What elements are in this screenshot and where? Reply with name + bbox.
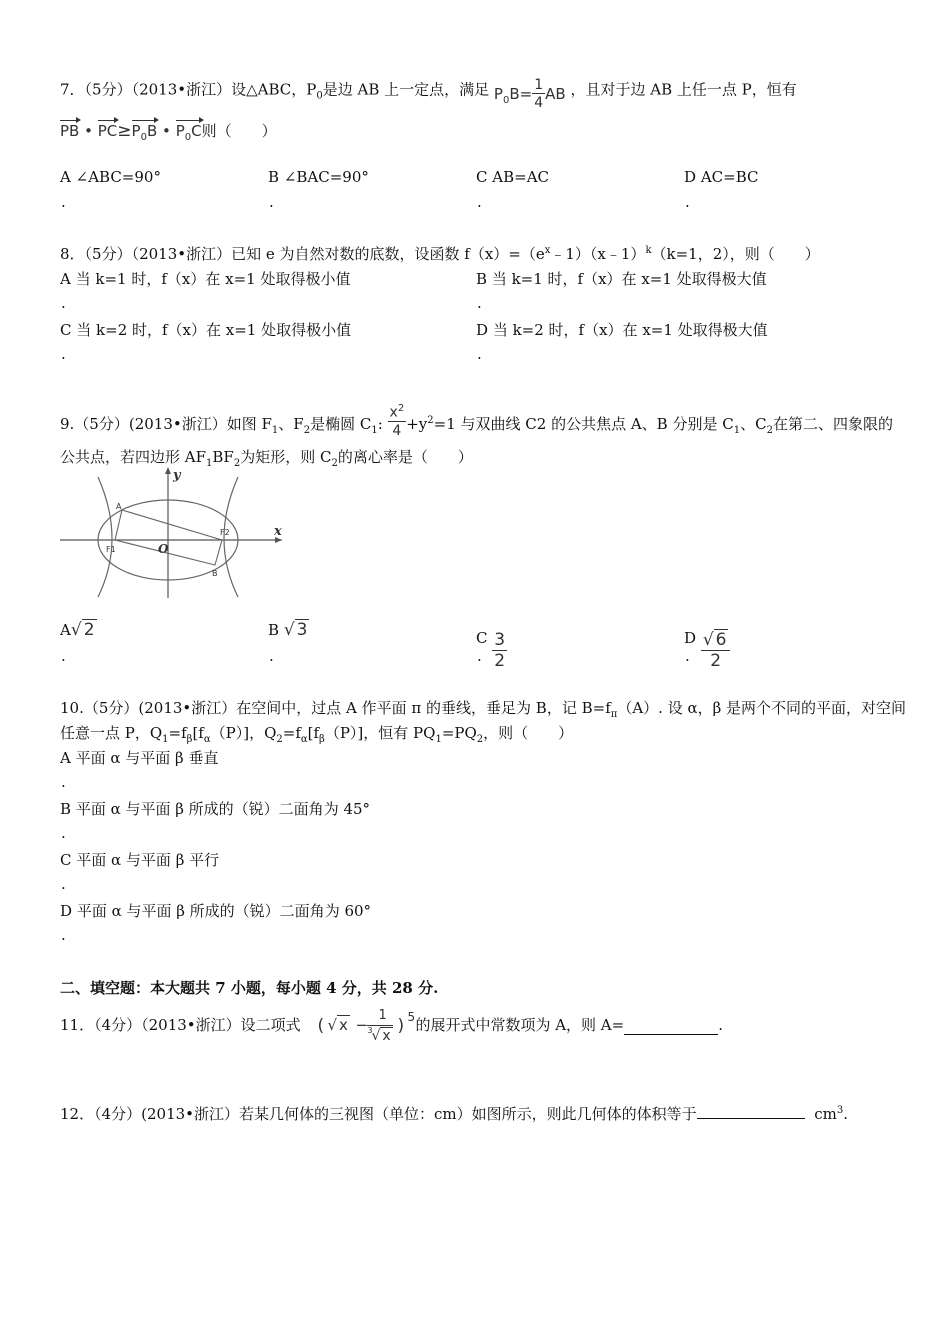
option-dot: . [269,647,274,665]
q8-option-a[interactable]: A 当 k=1 时，f（x）在 x=1 处取得极小值 [60,270,351,288]
q12-stem: 12．（4分）(2013•浙江）若某几何体的三视图（单位：cm）如图所示，则此几何体的体积等于 $cm^3$. [60,1105,848,1123]
q10-option-c[interactable]: C 平面 α 与平面 β 平行 [60,851,220,869]
q8-option-c[interactable]: C 当 k=2 时，f（x）在 x=1 处取得极小值 [60,321,352,339]
label-y: y [173,468,181,483]
hyperbola-right-branch [224,477,238,597]
section-heading: 二、填空题：本大题共 7 小题，每小题 4 分，共 28 分. [60,979,439,997]
q11-binomial: ( √ x − 1 3 √ x ) 5 [317,1008,416,1044]
q10-option-a[interactable]: A 平面 α 与平面 β 垂直 [60,749,219,767]
q7-option-a[interactable]: A ∠ABC=90° [60,168,161,186]
q7-option-b[interactable]: B ∠BAC=90° [268,168,369,186]
option-dot: . [61,824,66,842]
q7-option-c[interactable]: C AB=AC [476,168,549,186]
q9-option-d[interactable]: D $\frac{√ 6}{2}$ [684,620,730,658]
label-x: x [274,524,282,539]
option-dot: . [61,875,66,893]
label-o: O [158,542,169,556]
q11-answer-blank[interactable] [624,1016,718,1035]
q8-option-b[interactable]: B 当 k=1 时，f（x）在 x=1 处取得极大值 [476,270,767,288]
y-axis-arrow [165,467,171,474]
option-dot: . [477,345,482,363]
q7-vector-inequality: PB • $PC\ge P_0B$ • $P_0C$则（ ） [60,118,277,143]
option-dot: . [477,193,482,211]
option-dot: . [61,345,66,363]
label-f2: F2 [220,528,230,537]
q10-option-b[interactable]: B 平面 α 与平面 β 所成的（锐）二面角为 45° [60,800,371,818]
q9-option-c[interactable]: C $\frac{3}{2}$ [476,629,506,671]
q10-stem-line2: 任意一点 P，$Q_1=f_\beta[f_\alpha(P)]$，$Q_2=f_\alpha[f_\beta(P)]$，恒有 $PQ_1=PQ_2$，则（ ） [60,724,574,745]
option-dot: . [61,647,66,665]
label-a: A [116,502,122,511]
q9-ellipse-hyperbola-figure [60,465,290,600]
option-dot: . [61,294,66,312]
q12-answer-blank[interactable] [697,1118,805,1119]
q10-option-d[interactable]: D 平面 α 与平面 β 所成的（锐）二面角为 60° [60,902,372,920]
hyperbola-left-branch [98,477,112,597]
q9-option-a[interactable]: A√ 2 [60,620,95,640]
q7-stem: 7．（5分）（2013•浙江）设△ABC，$P_0$是边 AB 上一定点，满足 $P_0B=$ $\frac{1}{4}$ AB ，且对于边 AB 上任一点 P，恒有 [60,77,797,111]
option-dot: . [61,926,66,944]
label-b: B [212,569,218,578]
q8-stem: 8．（5分）（2013•浙江）已知 e 为自然对数的底数，设函数 $f(x)=(e^x﹣1)(x﹣1)^k(k=1$，2），则（ ） [60,245,820,263]
label-f1: F1 [106,545,116,554]
q7-option-d[interactable]: D AC=BC [684,168,759,186]
option-dot: . [477,294,482,312]
q9-stem-line2: 公共点，若四边形 $AF_1BF_2$为矩形，则 $C_2$的离心率是（ ） [60,448,473,469]
q8-option-d[interactable]: D 当 k=2 时，f（x）在 x=1 处取得极大值 [476,321,768,339]
q9-option-b[interactable]: B √ 3 [268,620,308,640]
option-dot: . [685,193,690,211]
q11-stem: 11．（4分）（2013•浙江）设二项式 ( √ x − 1 3 √ x ) 5 的展开式中常数项为 A，则 A= . [60,1008,723,1044]
option-dot: . [61,193,66,211]
option-dot: . [685,647,690,665]
option-dot: . [269,193,274,211]
option-dot: . [61,773,66,791]
q9-stem-line1: 9.（5分）(2013•浙江）如图 $F_1$、$F_2$是椭圆 $C_1$: $\frac{x^2}{4}$ $+y^2=1$ 与双曲线 C2 的公共焦点 A、B 分别是 $C_1$、$C_2$在第二、四象限的 [60,403,893,439]
q9-fraction: $\frac{x^2}{4}$ [389,403,405,439]
option-dot: . [477,647,482,665]
q10-stem-line1: 10.（5分）(2013•浙江）在空间中，过点 A 作平面 π 的垂线，垂足为 B，记 $B=f_\pi(A)$. 设 α，β 是两个不同的平面，对空间 [60,699,907,720]
q7-formula: $P_0B=$ $\frac{1}{4}$ AB [493,77,566,111]
